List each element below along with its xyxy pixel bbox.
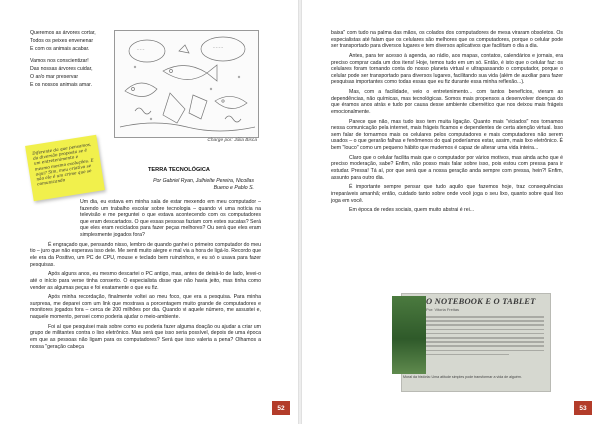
notebook-text-lines — [426, 316, 544, 358]
sticky-note-text: Diferente da que pensamos, da diversão proposta se é um entretenimento e mesmo mesmo evoluções. E aqui? Sim, meu criativo se não ele é um crime que se comunicando — [31, 141, 94, 187]
notebook-title: O NOTEBOOK E O TABLET — [426, 296, 536, 306]
article-title: TERRA TECNOLÓGICA — [148, 167, 210, 173]
paragraph: Um dia, eu estava em minha sala de estar mexendo em meu computador – fazendo um trabalho escolar sobre tecnologia – quando vi uma notícia na televisão e me perguntei o que estava acontecendo com os computadores que eram descartados. O que essas pessoas faziam com estes sucatas? Será que eles eram reciclados para fazer peças melhores? Ou será que eles eram simplesmente jogados fora? — [80, 199, 261, 238]
paragraph: Após alguns anos, eu mesmo descartei o PC antigo, mas, antes de deixá-lo de lado, levei-o até o início para verse tinha conserto. O especialista disse que não havia jeito, mas tinha como vender as algumas peças e foi exatamente o que eu fiz. — [30, 271, 261, 291]
paragraph: Antes, para ter acesso à agenda, ao rádio, aos mapas, contatos, calendários e jornais, era preciso comprar cada um dos itens! Hoje, temos tudo em um só. Então, é isto que o celular faz: os celulares foram tornando conta do nosso planeta virtual e ultrapassando o computador, porque o celular pode ser transportado para diversos lugares, facilitando sua vida (além de auxiliar para fazer pesquisas importantes como todas essas que eu fiz durante essa minha reflexão...). — [331, 52, 563, 86]
svg-text:~ ~ ~ ~: ~ ~ ~ ~ — [213, 46, 224, 50]
paragraph: Após minha recordação, finalmente voltei ao meu foco, que era a pesquisa. Para minha surpresa, me deparei com um link que mostrava a porcentagem muito grande de computadores e monitores jogados fora – cerca de 200 milhões por dia. Quando vi aquele número, me assustei e, naquele momento, pensei como poderia ajudar o meio-ambiente. — [30, 294, 261, 321]
paragraph: baixa" com tudo na palma das mãos, os colados dos computadores de mesa viraram obsoletos. Os especialistas até falam que os celulares são melhores que os computadores, porque o celular pode ser transportado para diversos lugares e tem diversos aplicativos que facilitam o dia a dia. — [331, 30, 563, 50]
byline-line: Por Gabriel Ryan, Julhielte Pereira, Nicollas — [153, 178, 254, 184]
paragraph: Parece que não, mas tudo isso tem muita ligação. Quanto mais "viciados" nos tornamos nessa comunicação pela internet, mais frágeis ficamos e dependentes de certa atenção virtual. Isso sem falar de tornarmos mais os celulares pelos computadores e mais computadores não serem usados – o que gerarão falhas e fenômenos do qual poderíamos estar, assim, mais lixo eletrônico. É bem "louco" como um pequeno hábito que mudemos é capaz de alterar uma vida inteira... — [331, 118, 563, 152]
paragraph: Mas, com a facilidade, veio o entretenimento... com tantos benefícios, vieram as dependências, não químicas, mas tecnológicas. Somos mais propensos a desenvolver doenças do que éramos anos atrás e tudo por causa desse ambiente cibernético que nos deixou mais frágeis emocionalmente. — [331, 89, 563, 115]
poem-line: Queremos as árvores cortar, — [30, 30, 96, 36]
poem-line: E os nossos animais amar. — [30, 81, 92, 88]
poem-line: Todos os peixes envenenar — [30, 37, 94, 44]
cartoon-illustration — [114, 30, 259, 138]
paragraph: Em época de redes sociais, quem muito abstrai é rei... — [349, 207, 475, 214]
poem-line: O ar/o mar preservar — [30, 73, 79, 80]
paragraph: É importante sempre pensar que tudo aquilo que fazemos hoje, traz consequências irreparáveis amanhã; então, cuidado tanto sobre onde você joga o seu lixo, quanto sobre qual lixo joga em você. — [331, 184, 563, 204]
poem-line: E com os animais acabar. — [30, 45, 90, 52]
sticky-note — [25, 135, 105, 202]
page-number: 53 — [574, 401, 592, 415]
notebook-green-panel — [392, 296, 426, 374]
paragraph: Claro que o celular facilita mais que o computador por vários motivos, mas ainda acho que é preciso moderação, sabe? Enfim, não posso mais falar sobre isso, pois estou com pressa para ir estudar. Pressa! Tá aí, por que será que a nossa geração anda sempre com pressa, hein?! Enfim, assunto para outro dia. — [331, 154, 563, 181]
notebook-footer: Moral da história: Uma atitude simples pode transformar a vida de alguém. — [403, 375, 522, 379]
byline-line: Bueno e Pablo S. — [213, 184, 254, 191]
page-number: 52 — [272, 401, 290, 415]
image-caption: Charge por: Júlia Bisca — [207, 138, 257, 143]
poem-line: Das nossas árvores cuidar, — [30, 66, 93, 73]
svg-text:~ ~ ~: ~ ~ ~ — [137, 48, 145, 52]
paragraph: Foi aí que pesquisei mais sobre como eu poderia fazer alguma doação ou ajudar a criar um grupo de militantes contra o lixo eletrônico. Mas será que isso seria possível, depois de uma época em que as pessoas não ligam para os computadores? Será que isso valeria a pena? Olhamos a nossa "geração cabeça — [30, 323, 261, 350]
article-body — [30, 199, 261, 353]
article-body-continued — [331, 30, 563, 217]
byline — [148, 178, 254, 192]
poem — [30, 30, 110, 89]
paragraph: É engraçado que, pensando nisso, lembro de quando ganhei o primeiro computador do meu tio – juro que não esperava isso dele. Me senti muito alegre e mal via a hora de ligá-lo. Recordo que ele era da Positivo, um PC de CPU, mouse e teclado bem ruinzinhos, e eu só o usava para fazer pesquisas. — [30, 241, 261, 268]
poem-line: Vamos nos conscientizar! — [30, 58, 89, 65]
left-page — [0, 0, 298, 424]
notebook-author: Por: Vitoria Freitas — [426, 307, 460, 312]
